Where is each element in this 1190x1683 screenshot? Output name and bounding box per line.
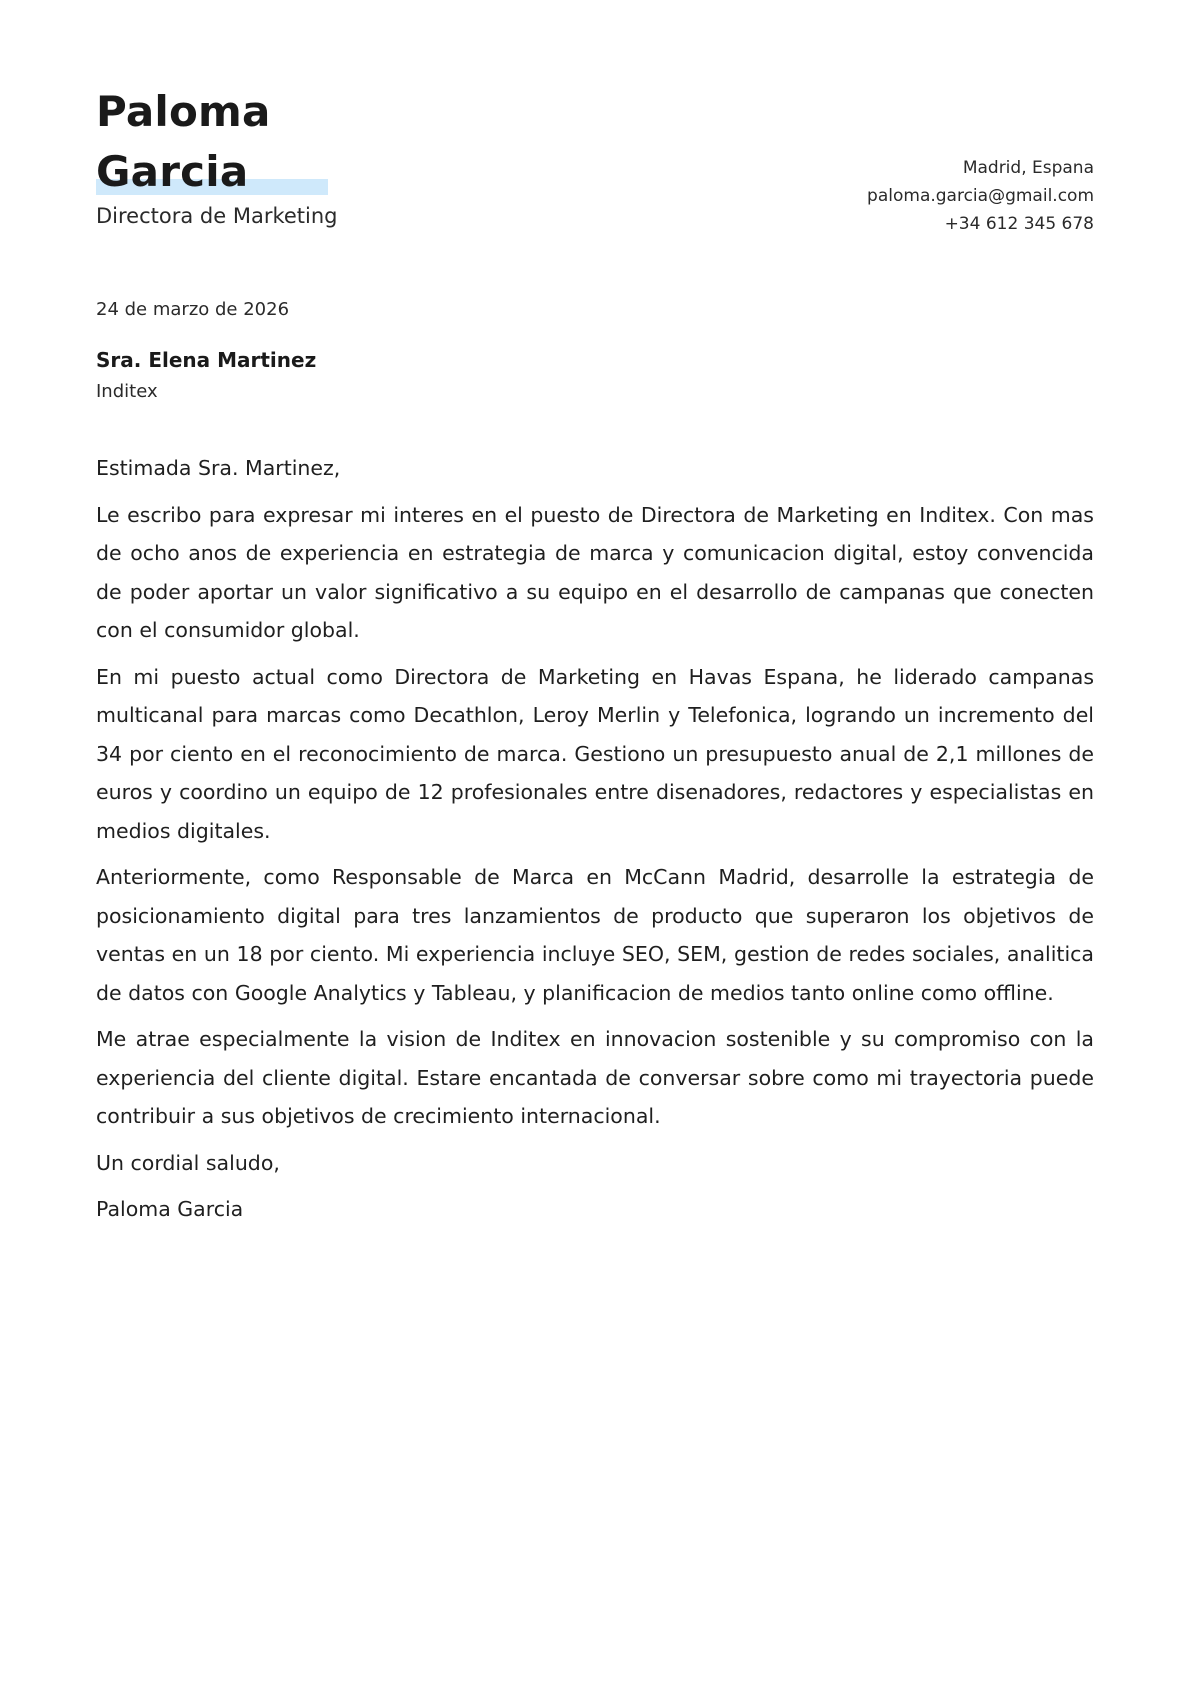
sender-location: Madrid, Espana xyxy=(962,158,1094,178)
letter-greeting: Estimada Sra. Martinez, xyxy=(96,456,341,480)
sender-phone[interactable]: +34 612 345 678 xyxy=(944,214,1094,234)
letter-paragraph: En mi puesto actual como Directora de Marketing en Havas Espana, he liderado campanas multicanal para marcas como Decathlon, Leroy Merlin y Telefonica, logrando un incremento del 34 por ciento en el reconocimiento de marca. Gestiono un presupuesto anual de 2,1 millones de euros y coordino un equipo de 12 profesionales entre disenadores, redactores y especialistas en medios digitales. xyxy=(96,664,1094,843)
letter-closing: Un cordial saludo, xyxy=(96,1150,280,1175)
letter-paragraph: Le escribo para expresar mi interes en el puesto de Directora de Marketing en Inditex. Con mas de ocho anos de experiencia en estrategia de marca y comunicacion digital, estoy convencida de poder aportar un valor significativo a su equipo en el desarrollo de campanas que conecten con el consumidor global. xyxy=(96,502,1094,642)
cover-letter-page xyxy=(96,0,1094,1683)
recipient-company: Inditex xyxy=(96,381,158,402)
letter-paragraph: Me atrae especialmente la vision de Inditex en innovacion sostenible y su compromiso con la experiencia del cliente digital. Estare encantada de conversar sobre como mi trayectoria puede contribuir a sus objetivos de crecimiento internacional. xyxy=(96,1027,1094,1128)
letter-paragraph: Anteriormente, como Responsable de Marca en McCann Madrid, desarrolle la estrategia de posicionamiento digital para tres lanzamientos de producto que superaron los objetivos de ventas en un 18 por ciento. Mi experiencia incluye SEO, SEM, gestion de redes sociales, analitica de datos con Google Analytics y Tableau, y planificacion de medios tanto online como offline. xyxy=(96,865,1094,1005)
sender-name xyxy=(96,82,336,202)
recipient-name: Sra. Elena Martinez xyxy=(96,348,317,372)
letter-date: 24 de marzo de 2026 xyxy=(96,299,290,320)
sender-email[interactable]: paloma.garcia@gmail.com xyxy=(867,186,1094,206)
letter-header xyxy=(96,82,1094,242)
sender-job-title: Directora de Marketing xyxy=(96,204,338,228)
sender-first-name: Paloma xyxy=(96,87,271,136)
sender-contact xyxy=(867,154,1094,238)
sender-last-name: Garcia xyxy=(96,147,249,196)
letter-signature: Paloma Garcia xyxy=(96,1197,244,1221)
letter-body xyxy=(96,449,1094,1237)
